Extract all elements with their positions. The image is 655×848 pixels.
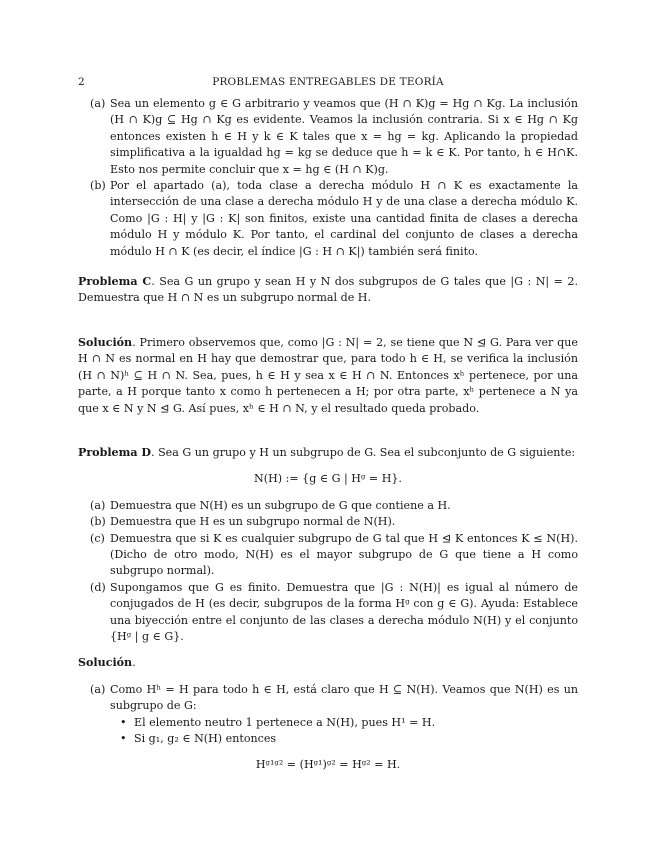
solution-c-text: . Primero observemos que, como |G : N| = 2, se tiene que N ⊴ G. Para ver que H ∩ N es normal en H hay que demostrar que, para todo h ∈ H, se verifica la inclusión (H ∩ N)ʰ ⊆ H ∩ N. Sea, pues, h ∈ H y sea x ∈ H ∩ N. Entonces xʰ pertenece, por una parte, a H porque tanto x como h pertenecen a H; por otra parte, xʰ pertenece a N ya que x ∈ N y N ⊴ G. Así pues, xʰ ∈ H ∩ N, y el resultado queda probado.	[78, 335, 578, 415]
item-label: (d)	[90, 580, 106, 594]
item-text: Como Hʰ = H para todo h ∈ H, está claro que H ⊆ N(H). Veamos que N(H) es un subgrupo de G:	[110, 682, 578, 713]
running-title: PROBLEMAS ENTREGABLES DE TEORÍA	[212, 76, 444, 88]
bullet-icon: •	[120, 732, 127, 745]
solution-d	[78, 655, 578, 671]
item-label: (c)	[90, 531, 105, 545]
solution-c-heading: Solución	[78, 335, 133, 349]
item-label: (b)	[90, 515, 106, 529]
problem-d-item-b	[78, 514, 578, 530]
bullet-icon: •	[120, 715, 127, 729]
solution-b-item-b	[78, 178, 578, 260]
closure-formula: Hᵍ¹ᵍ² = (Hᵍ¹)ᵍ² = Hᵍ² = H.	[255, 758, 401, 772]
item-text: Sea un elemento g ∈ G arbitrario y veamos que (H ∩ K)g = Hg ∩ Kg. La inclusión (H ∩ K)g ⊆ Hg ∩ Kg es evidente. Veamos la inclusión contraria. Si x ∈ Hg ∩ Kg entonces existen h ∈ H y k ∈ K tales que x = hg = kg. Aplicando la propiedad simplificativa a la igualdad hg = kg se deduce que h = k ∈ K. Por tanto, h ∈ H∩K. Esto nos permite concluir que x = hg ∈ (H ∩ K)g.	[110, 97, 578, 176]
problem-d-heading: Problema D	[78, 445, 152, 459]
item-label: (a)	[90, 97, 106, 110]
page-number: 2	[78, 76, 85, 88]
problem-d	[78, 445, 578, 461]
problem-c	[78, 274, 578, 307]
bullet-text: El elemento neutro 1 pertenece a N(H), pues H¹ = H.	[134, 715, 436, 729]
item-text: Demuestra que si K es cualquier subgrupo de G tal que H ⊴ K entonces K ≤ N(H). (Dicho de otro modo, N(H) es el mayor subgrupo de G que tiene a H como subgrupo normal).	[110, 531, 578, 578]
page-header	[78, 76, 578, 90]
solution-d-item-a	[78, 682, 578, 715]
problem-c-heading: Problema C	[78, 275, 152, 289]
item-text: Supongamos que G es finito. Demuestra que |G : N(H)| es igual al número de conjugados de H (es decir, subgrupos de la forma Hᵍ con g ∈ G). Ayuda: Establece una biyección entre el conjunto de las clases a derecha módulo N(H) y el conjunto {Hᵍ | g ∈ G}.	[110, 580, 578, 643]
bullet-item	[78, 715, 578, 731]
bullet-item	[78, 731, 578, 747]
solution-c	[78, 335, 578, 417]
solution-d-heading: Solución	[78, 656, 133, 670]
item-text: Demuestra que H es un subgrupo normal de N(H).	[110, 515, 396, 529]
item-label: (a)	[90, 682, 106, 696]
item-label: (b)	[90, 179, 106, 193]
problem-d-item-a	[78, 498, 578, 514]
item-text: Por el apartado (a), toda clase a derecha módulo H ∩ K es exactamente la intersección de una clase a derecha módulo H y de una clase a derecha módulo K. Como |G : H| y |G : K| son finitos, existe una cantidad finita de clases a derecha módulo H y módulo K. Por tanto, el cardinal del conjunto de clases a derecha módulo H ∩ K (es decir, el índice |G : H ∩ K|) también será finito.	[110, 179, 578, 258]
item-label: (a)	[90, 498, 106, 512]
problem-d-item-c	[78, 531, 578, 580]
bullet-text: Si g₁, g₂ ∈ N(H) entonces	[134, 732, 277, 745]
problem-d-text: . Sea G un grupo y H un subgrupo de G. Sea el subconjunto de G siguiente:	[151, 445, 576, 459]
normalizer-definition: N(H) := {g ∈ G | Hᵍ = H}.	[254, 472, 402, 486]
problem-d-item-d	[78, 580, 578, 646]
solution-b-item-a	[78, 96, 578, 178]
item-text: Demuestra que N(H) es un subgrupo de G que contiene a H.	[110, 498, 451, 512]
page-content	[78, 96, 578, 774]
solution-d-text: .	[132, 656, 136, 670]
problem-c-text: . Sea G un grupo y sean H y N dos subgrupos de G tales que |G : N| = 2. Demuestra que H ∩ N es un subgrupo normal de H.	[78, 275, 578, 305]
